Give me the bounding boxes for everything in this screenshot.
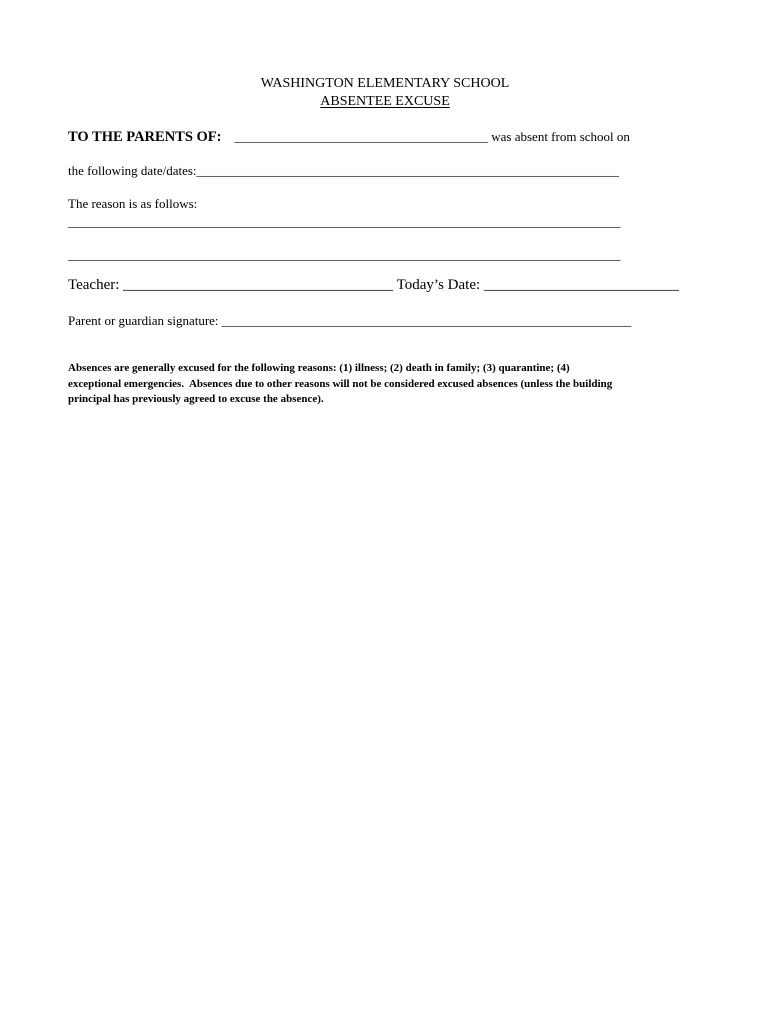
reason-field-line-2[interactable]: _____________________________________________________________________________________ — [68, 247, 621, 262]
parents-suffix: was absent from school on — [488, 129, 630, 144]
teacher-label: Teacher: — [68, 277, 124, 293]
school-name: WASHINGTON ELEMENTARY SCHOOL — [260, 76, 510, 91]
parents-label: TO THE PARENTS OF: — [68, 129, 222, 145]
notice-line-3: principal has previously agreed to excuse the absence). — [68, 393, 324, 405]
parents-row — [68, 130, 630, 145]
parents-spacer — [222, 129, 235, 144]
signature-label: Parent or guardian signature: — [68, 313, 222, 328]
student-name-field[interactable]: _______________________________________ — [234, 129, 488, 144]
notice-line-2: exceptional emergencies. Absences due to other reasons will not be considered excused absences (unless the building — [68, 377, 613, 390]
reason-field-line-1[interactable]: _____________________________________________________________________________________ — [68, 214, 621, 229]
teacher-row — [68, 278, 679, 293]
todays-date-label: Today’s Date: — [393, 277, 484, 293]
teacher-field-tail: _ — [385, 277, 394, 293]
absence-dates-field[interactable]: _________________________________________________________________ — [196, 163, 620, 178]
dates-label: the following date/dates: — [68, 163, 197, 178]
todays-date-field[interactable]: __________________________ — [483, 277, 679, 293]
teacher-field[interactable]: ___________________________________ — [123, 277, 386, 293]
excused-absence-notice — [68, 361, 708, 408]
reason-label: The reason is as follows: — [68, 196, 198, 211]
dates-row — [68, 164, 619, 177]
form-title: ABSENTEE EXCUSE — [320, 94, 450, 109]
notice-line-1: Absences are generally excused for the following reasons: (1) illness; (2) death in family; (3) quarantine; (4) — [68, 362, 570, 374]
signature-field[interactable]: _______________________________________________________________ — [221, 313, 632, 328]
signature-row — [68, 314, 631, 327]
